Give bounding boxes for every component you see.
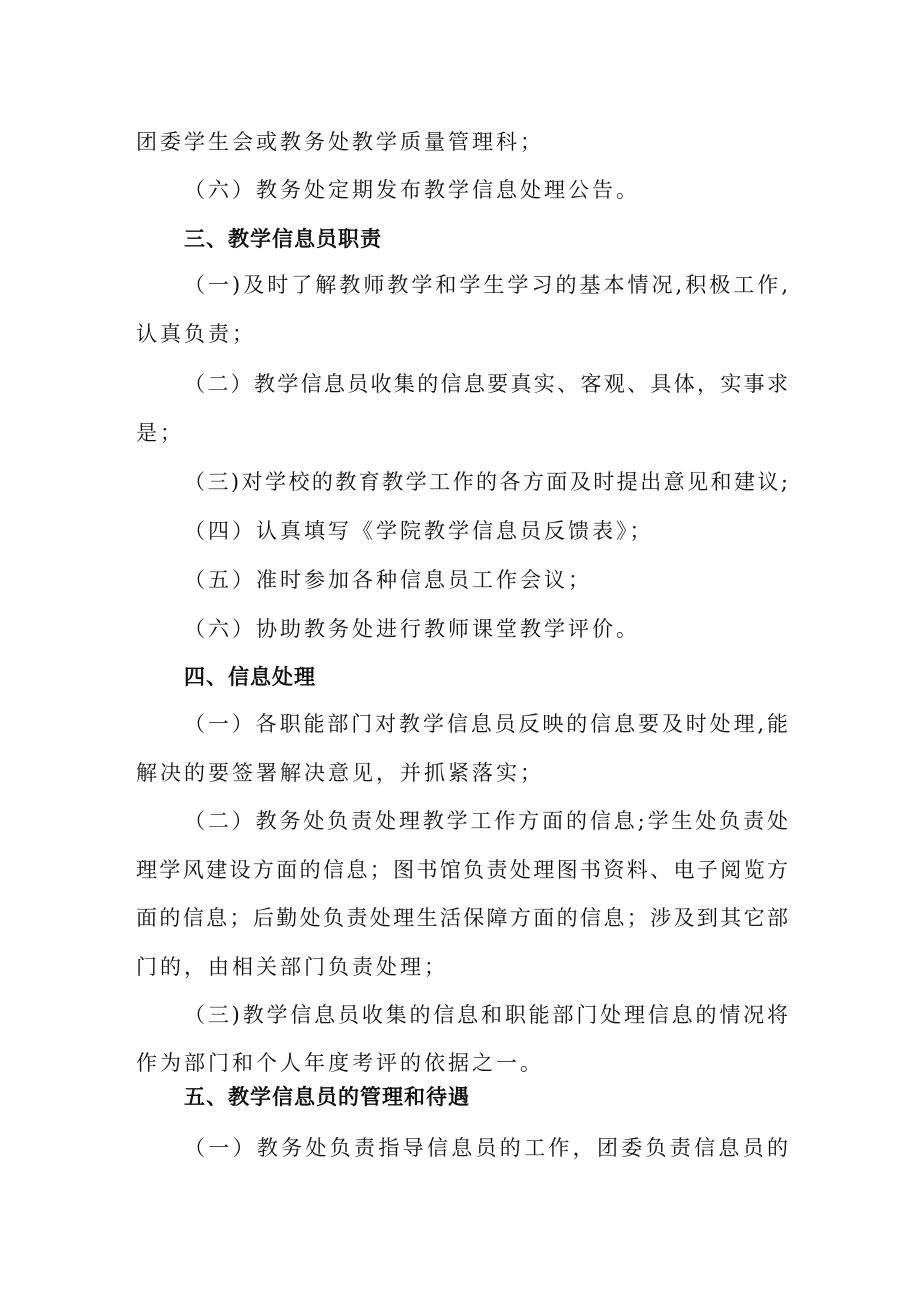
paragraph-line: （一）教务处负责指导信息员的工作，团委负责信息员的: [184, 1136, 788, 1160]
paragraph-line: （三)教学信息员收集的信息和职能部门处理信息的情况将: [184, 1003, 788, 1027]
paragraph-line: （一）各职能部门对教学信息员反映的信息要及时处理,能: [184, 712, 788, 736]
paragraph-line: 解决的要签署解决意见，并抓紧落实；: [136, 761, 544, 785]
paragraph-line: 团委学生会或教务处教学质量管理科；: [136, 130, 544, 154]
paragraph-line: 认真负责；: [136, 322, 256, 346]
paragraph-line: （六）教务处定期发布教学信息处理公告。: [184, 178, 640, 202]
paragraph-line: 是；: [136, 421, 184, 445]
paragraph-line: （二）教学信息员收集的信息要真实、客观、具体，实事求: [184, 372, 788, 396]
paragraph-line: （二）教务处负责处理教学工作方面的信息;学生处负责处: [184, 809, 788, 833]
section-heading: 五、教学信息员的管理和待遇: [184, 1085, 470, 1109]
section-heading: 四、信息处理: [184, 665, 316, 689]
paragraph-line: 理学风建设方面的信息；图书馆负责处理图书资料、电子阅览方: [136, 858, 788, 882]
paragraph-line: 面的信息；后勤处负责处理生活保障方面的信息；涉及到其它部: [136, 906, 788, 930]
paragraph-line: 作为部门和个人年度考评的依据之一。: [136, 1051, 544, 1075]
paragraph-line: （一)及时了解教师教学和学生学习的基本情况,积极工作,: [184, 273, 788, 297]
paragraph-line: 门的，由相关部门负责处理；: [136, 955, 448, 979]
section-heading: 三、教学信息员职责: [184, 227, 382, 251]
paragraph-line: （三)对学校的教育教学工作的各方面及时提出意见和建议;: [184, 470, 788, 494]
paragraph-line: （四）认真填写《学院教学信息员反馈表》；: [184, 519, 654, 543]
paragraph-line: （五）准时参加各种信息员工作会议；: [184, 568, 592, 592]
paragraph-line: （六）协助教务处进行教师课堂教学评价。: [184, 617, 640, 641]
